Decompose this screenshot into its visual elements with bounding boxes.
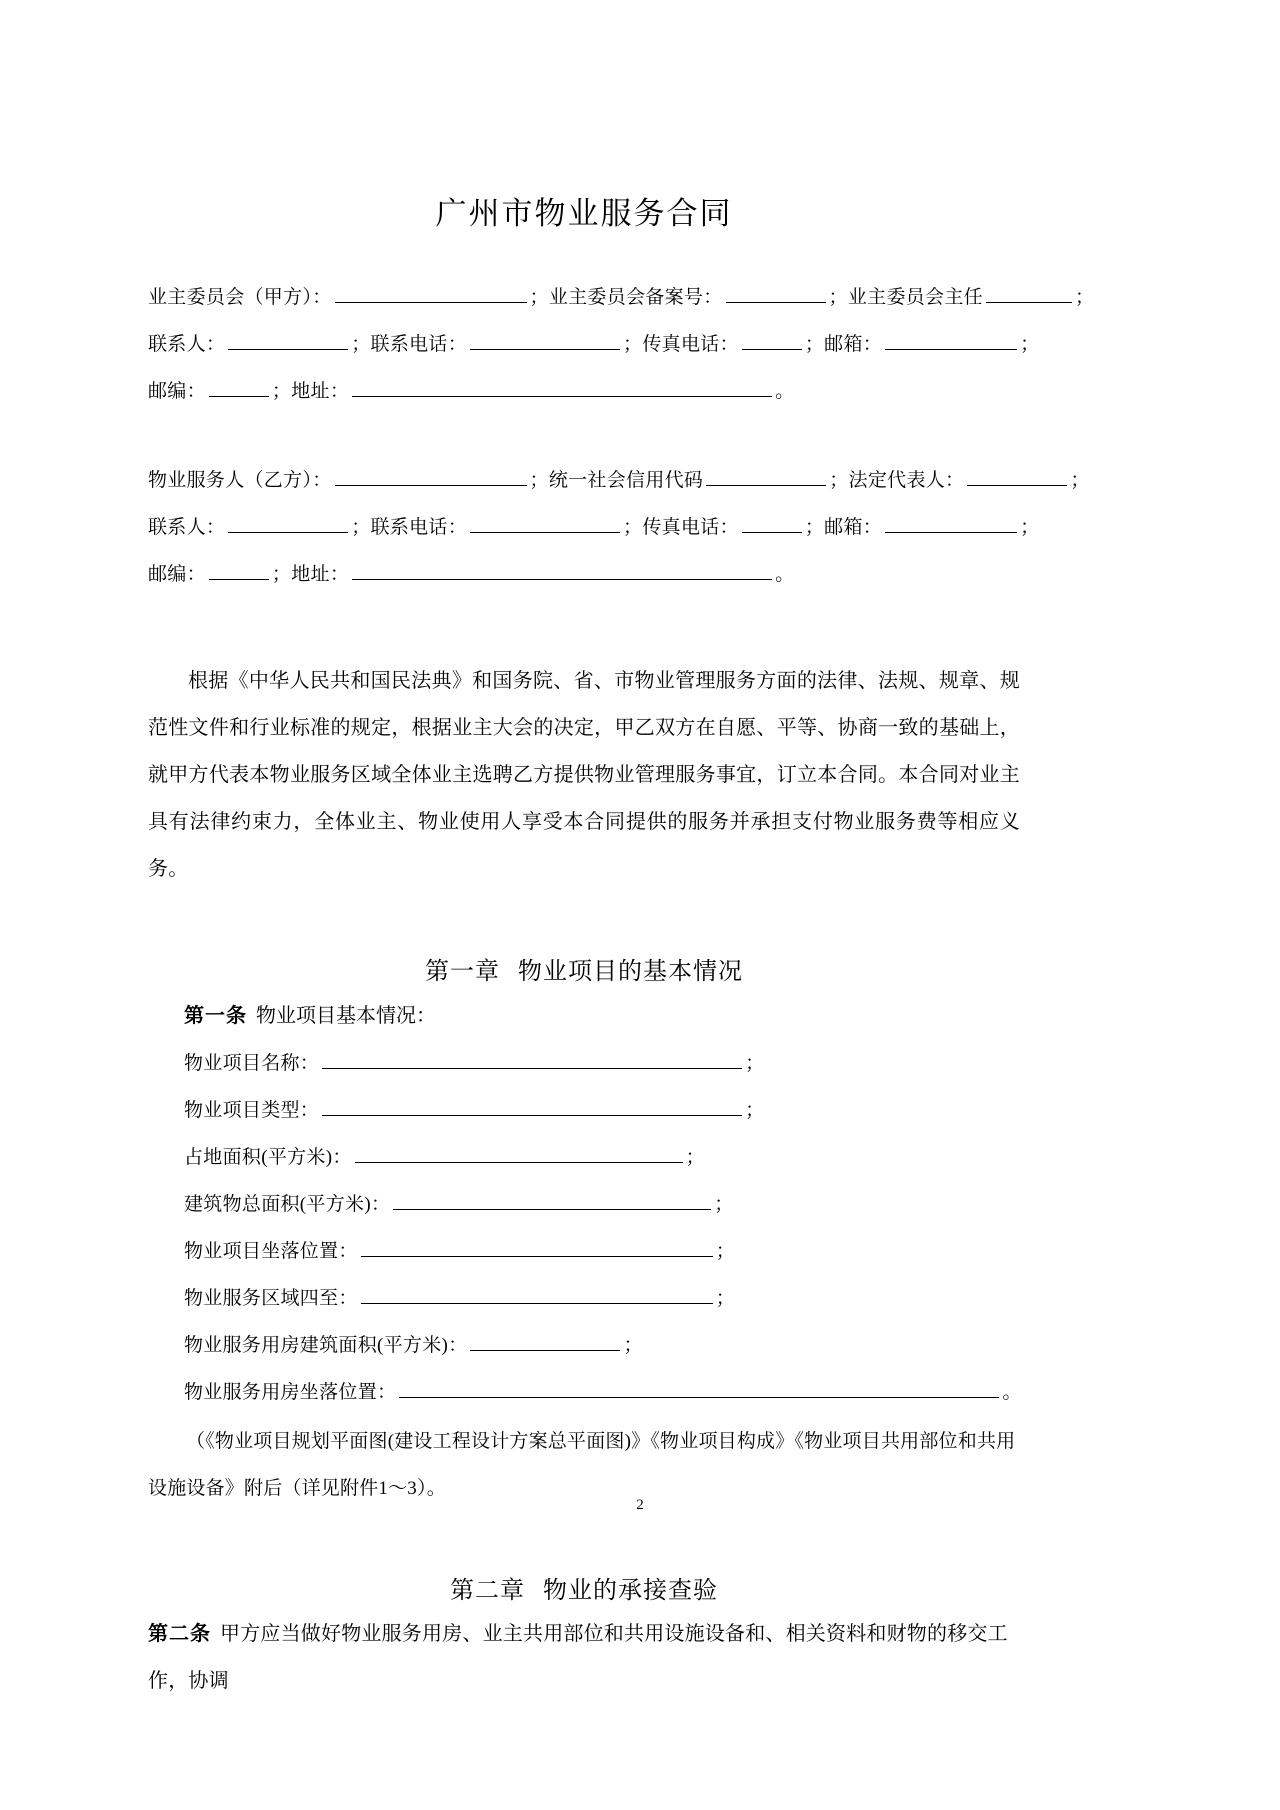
contact-phone-input[interactable] bbox=[470, 332, 620, 350]
separator: ； bbox=[351, 517, 371, 539]
contact-person-label: 联系人： bbox=[148, 517, 226, 539]
separator: ； bbox=[745, 1100, 765, 1122]
owners-committee-director-input[interactable] bbox=[986, 285, 1072, 303]
legal-representative-label: 法定代表人： bbox=[848, 470, 965, 492]
period: 。 bbox=[775, 564, 795, 586]
article-1-title: 物业项目基本情况： bbox=[256, 1005, 436, 1028]
field-input[interactable] bbox=[361, 1239, 713, 1257]
fax-input[interactable] bbox=[742, 332, 802, 350]
separator: ； bbox=[714, 1194, 734, 1216]
separator: ； bbox=[1074, 287, 1095, 309]
separator: ； bbox=[271, 564, 292, 586]
field-label: 物业服务用房坐落位置： bbox=[184, 1382, 397, 1404]
email-input[interactable] bbox=[885, 332, 1017, 350]
field-input[interactable] bbox=[355, 1145, 683, 1163]
address-input[interactable] bbox=[352, 562, 772, 580]
field-project-type bbox=[148, 1087, 1020, 1134]
postcode-input[interactable] bbox=[209, 562, 269, 580]
contact-person-input[interactable] bbox=[228, 515, 348, 533]
field-project-location bbox=[148, 1228, 1020, 1275]
party-a-line-1 bbox=[148, 274, 1095, 321]
email-label: 邮箱： bbox=[824, 334, 883, 356]
page-title: 广州市物业服务合同 bbox=[435, 196, 733, 231]
email-label: 邮箱： bbox=[824, 517, 883, 539]
separator: ； bbox=[623, 517, 643, 539]
article-2-number: 第二条 bbox=[148, 1623, 211, 1646]
separator: ； bbox=[529, 470, 549, 492]
field-label: 物业服务用房建筑面积(平方米)： bbox=[184, 1335, 468, 1357]
field-label: 物业项目名称： bbox=[184, 1053, 320, 1075]
fax-label: 传真电话： bbox=[642, 517, 739, 539]
field-land-area bbox=[148, 1134, 1020, 1181]
separator: ； bbox=[623, 334, 643, 356]
contact-phone-label: 联系电话： bbox=[370, 517, 468, 539]
document-content bbox=[148, 0, 1095, 1725]
field-service-area-boundaries bbox=[148, 1275, 1020, 1322]
separator: ； bbox=[829, 470, 849, 492]
address-label: 地址： bbox=[291, 564, 350, 586]
party-a-block bbox=[148, 274, 1095, 415]
owners-committee-label: 业主委员会（甲方）： bbox=[148, 287, 332, 309]
party-b-line-2 bbox=[148, 504, 1040, 551]
chapter-1-heading bbox=[148, 951, 1020, 986]
field-label: 建筑物总面积(平方米)： bbox=[184, 1194, 391, 1216]
field-input[interactable] bbox=[361, 1286, 713, 1304]
postcode-input[interactable] bbox=[209, 379, 269, 397]
owners-committee-director-label: 业主委员会主任 bbox=[847, 287, 983, 309]
chapter-1-title: 物业项目的基本情况 bbox=[518, 959, 743, 986]
separator: ； bbox=[715, 1241, 736, 1263]
separator: ； bbox=[715, 1288, 736, 1310]
owners-committee-filing-no-label: 业主委员会备案号： bbox=[548, 287, 723, 309]
article-2-text: 甲方应当做好物业服务用房、业主共用部位和共用设施设备和、相关资料和财物的移交工作，协调 bbox=[148, 1623, 1008, 1693]
chapter-2-number: 第二章 bbox=[450, 1578, 525, 1605]
party-a-line-3 bbox=[148, 368, 1020, 415]
field-input[interactable] bbox=[322, 1098, 742, 1116]
property-service-provider-label: 物业服务人（乙方）： bbox=[148, 470, 332, 492]
attachment-note: （《物业项目规划平面图(建设工程设计方案总平面图)》《物业项目构成》《物业项目共用部位和共用设施设备》附后（详见附件1～3）。 bbox=[148, 1431, 1016, 1500]
owners-committee-input[interactable] bbox=[335, 285, 527, 303]
article-2-paragraph bbox=[148, 1611, 1020, 1705]
separator: ； bbox=[623, 1335, 643, 1357]
field-input[interactable] bbox=[322, 1051, 742, 1069]
fax-label: 传真电话： bbox=[642, 334, 739, 356]
contact-person-input[interactable] bbox=[228, 332, 348, 350]
field-input[interactable] bbox=[399, 1380, 999, 1398]
credit-code-label: 统一社会信用代码 bbox=[548, 470, 704, 492]
period: 。 bbox=[1002, 1382, 1022, 1404]
field-input[interactable] bbox=[393, 1192, 711, 1210]
address-label: 地址： bbox=[291, 381, 350, 403]
separator: ； bbox=[1020, 334, 1040, 356]
separator: ； bbox=[745, 1053, 765, 1075]
party-b-line-1 bbox=[148, 457, 1090, 504]
separator: ； bbox=[351, 334, 371, 356]
separator: ； bbox=[1020, 517, 1040, 539]
chapter-1-number: 第一章 bbox=[425, 959, 500, 986]
separator: ； bbox=[685, 1147, 705, 1169]
owners-committee-filing-no-input[interactable] bbox=[726, 285, 826, 303]
chapter-2-heading bbox=[148, 1570, 1020, 1605]
field-project-name bbox=[148, 1040, 1020, 1087]
party-a-line-2 bbox=[148, 321, 1040, 368]
property-service-provider-input[interactable] bbox=[335, 468, 527, 486]
email-input[interactable] bbox=[885, 515, 1017, 533]
postcode-label: 邮编： bbox=[148, 564, 206, 586]
separator: ； bbox=[271, 381, 292, 403]
contact-phone-label: 联系电话： bbox=[370, 334, 468, 356]
field-service-room-area bbox=[148, 1322, 1020, 1369]
address-input[interactable] bbox=[352, 379, 772, 397]
field-label: 占地面积(平方米)： bbox=[184, 1147, 352, 1169]
party-b-line-3 bbox=[148, 551, 1020, 598]
separator: ； bbox=[1070, 470, 1090, 492]
page-number: 2 bbox=[636, 1497, 644, 1513]
contact-phone-input[interactable] bbox=[470, 515, 620, 533]
credit-code-input[interactable] bbox=[706, 468, 826, 486]
article-1-number: 第一条 bbox=[184, 1005, 247, 1028]
preamble-paragraph: 根据《中华人民共和国民法典》和国务院、省、市物业管理服务方面的法律、法规、规章、规范性文件和行业标准的规定，根据业主大会的决定，甲乙双方在自愿、平等、协商一致的基础上，就甲方代表本物业服务区域全体业主选聘乙方提供物业管理服务事宜，订立本合同。本合同对业主具有法律约束力，全体业主、物业使用人享受本合同提供的服务并承担支付物业服务费等相应义务。 bbox=[148, 670, 1020, 881]
period: 。 bbox=[775, 381, 795, 403]
field-building-total-area bbox=[148, 1181, 1020, 1228]
contact-person-label: 联系人： bbox=[148, 334, 226, 356]
legal-representative-input[interactable] bbox=[967, 468, 1067, 486]
field-label: 物业项目类型： bbox=[184, 1100, 320, 1122]
party-b-block bbox=[148, 457, 1090, 598]
postcode-label: 邮编： bbox=[148, 381, 206, 403]
field-label: 物业项目坐落位置： bbox=[184, 1241, 358, 1263]
field-service-room-location bbox=[148, 1369, 1020, 1416]
separator: ； bbox=[529, 287, 549, 309]
field-label: 物业服务区域四至： bbox=[184, 1288, 358, 1310]
separator: ； bbox=[804, 334, 825, 356]
separator: ； bbox=[804, 517, 825, 539]
field-input[interactable] bbox=[470, 1333, 620, 1351]
separator: ； bbox=[828, 287, 848, 309]
article-1-heading bbox=[148, 992, 1020, 1040]
fax-input[interactable] bbox=[742, 515, 802, 533]
chapter-2-title: 物业的承接查验 bbox=[543, 1578, 718, 1605]
